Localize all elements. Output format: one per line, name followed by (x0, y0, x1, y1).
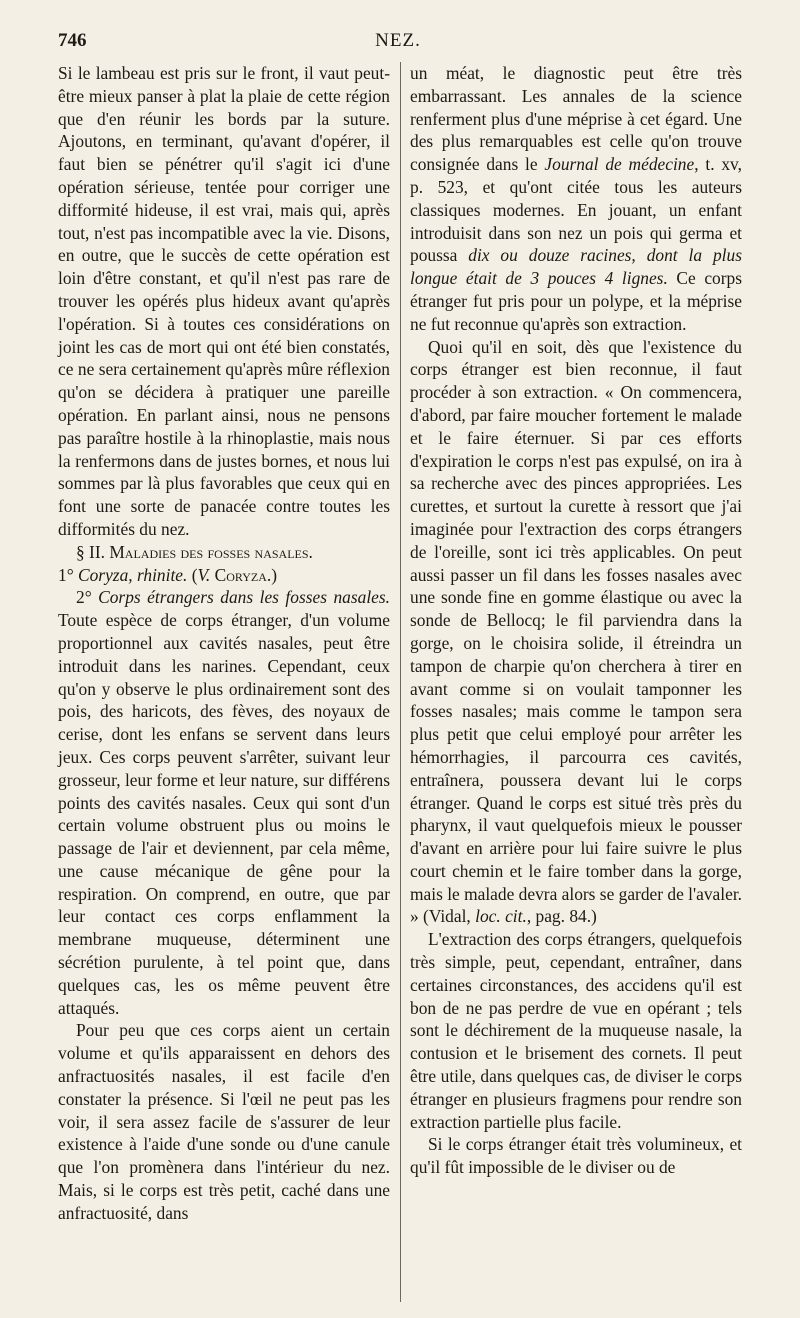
ref-open: ( (191, 564, 198, 585)
journal-title: Journal de médecine (544, 154, 695, 175)
ref-close: .) (266, 564, 278, 585)
left-column (58, 62, 390, 1225)
item-foreign-bodies (58, 586, 390, 1019)
citation: loc. cit. (475, 906, 527, 927)
running-title: NEZ. (375, 30, 421, 51)
quoted-phrase: dix ou douze racines, dont la plus longue était de 3 pouces 4 lignes. (410, 245, 742, 289)
section-title: Maladies des fosses nasales. (109, 541, 313, 562)
paragraph-rhinoplasty-conclusion: Si le lambeau est pris sur le front, il vaut peut-être mieux panser à plat la plaie de cette région que d'en réunir les bords par la suture. Ajoutons, en terminant, qu'avant d'opérer, il faut bien se pénétrer qu'il s'agit ici d'une opération sérieuse, tentée pour corriger une difformité hideuse, il est vrai, mais qui, après tout, n'est pas incompatible avec la vie. Disons, en outre, que le succès de cette opération est loin d'être constant, et qu'il n'est pas rare de trouver les opérés plus hideux avant qu'après l'opération. Si à toutes ces considérations on joint les cas de mort qui ont été bien constatés, ce ne sera certainement qu'après mûre réflexion qu'on se décidera à pratiquer une pareille opération. En parlant ainsi, nous ne pensons pas paraître hostile à la rhinoplastie, mais nous la renfermons dans de justes bornes, et nous lui sommes par là plus favorables que ceux qui en font une sorte de panacée contre toutes les difformités du nez. (58, 63, 390, 539)
paragraph-extraction-method (410, 336, 742, 929)
paragraph-voluminous: Si le corps étranger était très volumineux, et qu'il fût impossible de le diviser ou de (410, 1134, 742, 1178)
paragraph-detection: Pour peu que ces corps aient un certain volume et qu'ils apparaissent en dehors des anfractuosités nasales, il est facile d'en constater la présence. Si l'œil ne peut pas les voir, il sera assez facile de s'assurer de leur existence à l'aide d'une sonde ou d'une canule que l'on promènera dans l'intérieur du nez. Mais, si le corps est très petit, caché dans une anfractuosité, dans (58, 1020, 390, 1223)
paragraph-diagnosis (410, 62, 742, 336)
ref-word: Coryza (214, 564, 267, 585)
text-segment: un méat, le diagnostic peut être très embarrassant. Les annales de la science renferment plus d'une méprise à cet égard. Une des plus remarquables est celle qu'on trouve consignée dans le (410, 63, 742, 175)
ref-abbr: V. (197, 564, 211, 585)
item-title: Corps étrangers dans les fosses nasales. (98, 587, 390, 608)
item-text: Toute espèce de corps étranger, d'un volume proportionnel aux cavités nasales, peut être introduit dans les narines. Cependant, ceux qu'on y observe le plus ordinairement sont des pois, des haricots, des fèves, des noyaux de cerise, dont les enfans se servent dans leurs jeux. Ces corps peuvent s'arrêter, suivant leur grosseur, leur forme et leur nature, sur différens points des cavités nasales. Ceux qui sont d'un certain volume obstruent plus ou moins le passage de l'air et deviennent, par cela même, une cause mécanique de gêne pour la respiration. On comprend, en outre, que par leur contact ces corps enflamment la membrane muqueuse, déterminent une sécrétion purulente, à tel point que, dans quelques cas, les os même peuvent être attaqués. (58, 610, 390, 1018)
citation-tail: , pag. 84.) (526, 906, 597, 927)
page-number: 746 (58, 30, 87, 51)
item-number: 2° (76, 587, 92, 608)
text-segment: Quoi qu'il en soit, dès que l'existence du corps étranger est bien reconnue, il faut procéder à son extraction. « On commencera, d'abord, par faire moucher fortement le malade et le faire éternuer. Si par ces efforts d'expiration le corps n'est pas expulsé, on ira à sa recherche avec des pinces appropriées. Les curettes, et surtout la curette à ressort que j'ai imaginée pour l'extraction des corps étrangers de l'oreille, sont ici très applicables. On peut aussi passer un fil dans les fosses nasales avec une sonde fine en gomme élastique ou avec la sonde de Bellocq; le fil parviendra dans la gorge, on le choisira solide, il étreindra un tampon de charpie qu'on cherchera à tirer en avant comme si on voulait tamponner les fosses nasales; mais comme le tampon sera plus petit que celui employé pour arrêter les hémorrhagies, il parcourra ces cavités, entraînera, poussera devant lui le corps étranger. Quand le corps est situé très près du pharynx, il vaut quelquefois mieux le pousser d'avant en arrière pour lui faire suivre le plus court chemin et le faire tomber dans la gorge, mais le malade devra alors se garder de l'avaler. » (Vidal, (410, 336, 742, 927)
text-segment: , t. xv, p. 523, et qu'ont citée tous les auteurs classiques modernes. En jouant, un enfant introduisit dans son nez un pois qui germa et poussa (410, 154, 742, 266)
item-number: 1° (58, 564, 74, 585)
section-heading (58, 541, 390, 564)
text-segment: Ce corps étranger fut pris pour un polype, et la méprise ne fut reconnue qu'après son extraction. (410, 268, 743, 334)
page-header (58, 30, 738, 60)
column-divider (400, 62, 401, 1302)
section-mark: § II. (76, 541, 105, 562)
item-term: Coryza, rhinite. (78, 564, 188, 585)
item-coryza (58, 564, 390, 587)
paragraph-accidents: L'extraction des corps étrangers, quelquefois très simple, peut, cependant, entraîner, dans certaines circonstances, des accidens qu'il est bon de ne pas perdre de vue en opérant ; tels sont le déchirement de la muqueuse nasale, la contusion et le brisement des cornets. Il peut être utile, dans quelques cas, de diviser le corps étranger en plusieurs fragmens pour rendre son extraction partielle plus facile. (410, 929, 742, 1132)
right-column (410, 62, 742, 1179)
